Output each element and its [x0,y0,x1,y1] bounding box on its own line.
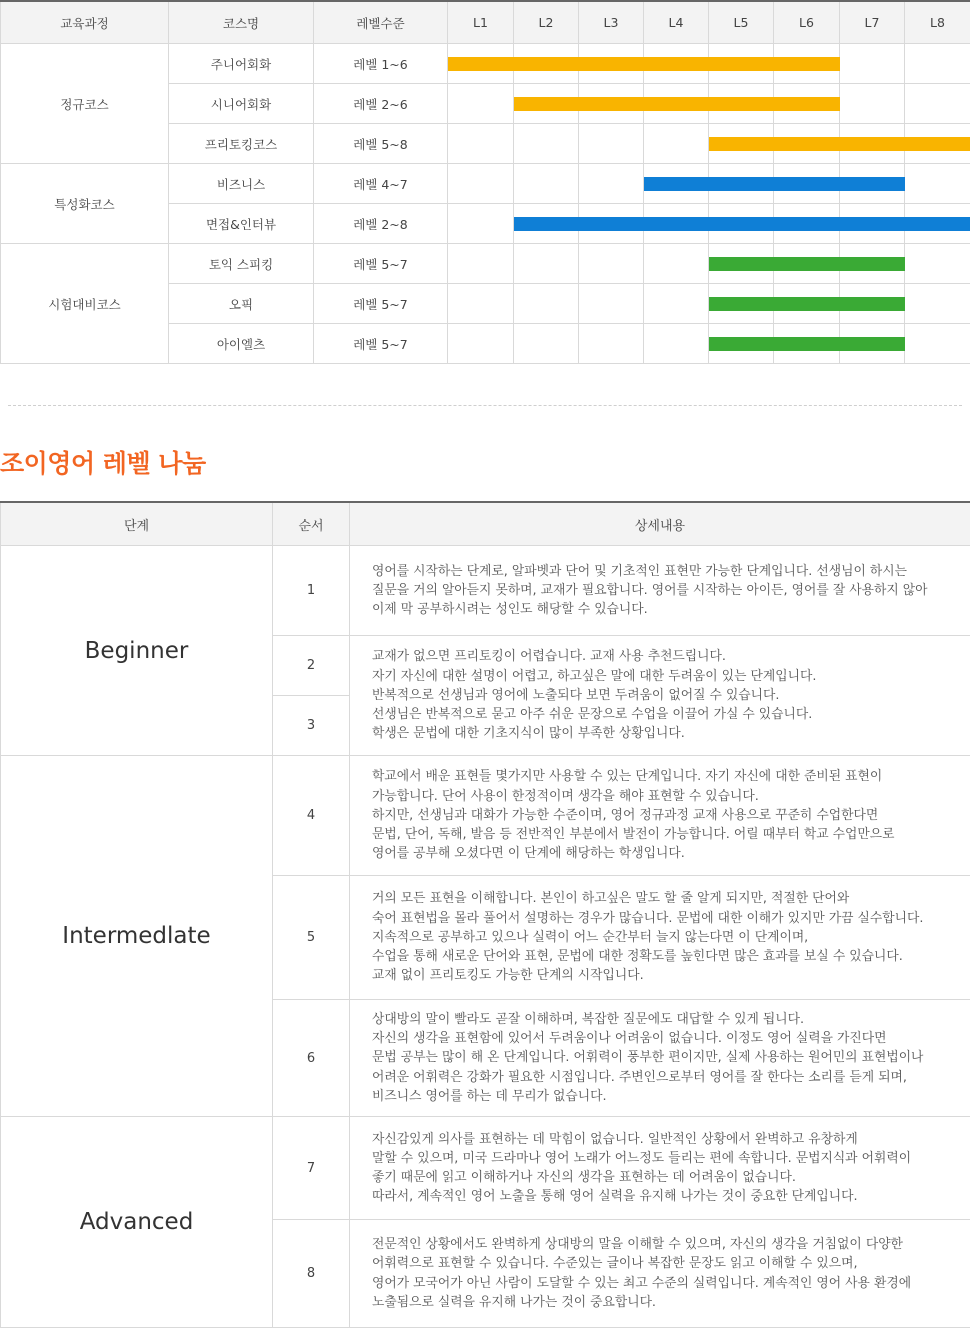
level-row [1,1117,970,1220]
level-row [1,756,970,876]
header-level: L1 [448,1,514,44]
header-level: L8 [905,1,970,44]
course-range: 레벨 1~6 [314,44,448,84]
header-level: L7 [840,1,905,44]
course-name: 프리토킹코스 [169,124,314,164]
course-name: 토익 스피킹 [169,244,314,284]
level-number: 8 [273,1220,350,1328]
stage-advanced: Advanced [1,1117,273,1328]
header-order: 순서 [273,502,350,546]
course-name: 시니어회화 [169,84,314,124]
course-range: 레벨 5~7 [314,324,448,364]
level-description: 거의 모든 표현을 이해합니다. 본인이 하고싶은 말도 할 줄 알게 되지만, 적절한 단어와 숙어 표현법을 몰라 풀어서 설명하는 경우가 많습니다. 문법에 대한 이해가 있지만 가끔 실수합니다. 지속적으로 공부하고 있으나 실력이 어느 순간부터 늘지 않는다면 이 단계이며, 수업을 통해 새로운 단어와 표현, 문법에 대한 정확도를 높힌다면 많은 효과를 보실 수 있습니다. 교재 없이 프리토킹도 가능한 단계의 시작입니다. [350,876,970,1000]
course-range: 레벨 5~8 [314,124,448,164]
level-description: 학교에서 배운 표현들 몇가지만 사용할 수 있는 단계입니다. 자기 자신에 대한 준비된 표현이 가능합니다. 단어 사용이 한정적이며 생각을 해야 표현할 수 있습니다. 하지만, 선생님과 대화가 가능한 수준이며, 영어 정규과정 교재 사용으로 꾸준히 수업한다면 문법, 단어, 독해, 발음 등 전반적인 부분에서 발전이 가능합니다. 어릴 때부터 학교 수업만으로 영어를 공부해 오셨다면 이 단계에 해당하는 학생입니다. [350,756,970,876]
level-number: 1 [273,546,350,636]
level-number: 6 [273,1000,350,1117]
course-name: 주니어회화 [169,44,314,84]
course-row [1,244,970,284]
level-number: 7 [273,1117,350,1220]
header-stage: 단계 [1,502,273,546]
course-name: 오픽 [169,284,314,324]
level-description: 전문적인 상황에서도 완벽하게 상대방의 말을 이해할 수 있으며, 자신의 생각을 거침없이 다양한 어휘력으로 표현할 수 있습니다. 수준있는 글이나 복잡한 문장도 읽고 이해할 수 있으며, 영어가 모국어가 아닌 사람이 도달할 수 있는 최고 수준의 실력입니다. 계속적인 영어 사용 환경에 노출됨으로 실력을 유지해 나가는 것이 중요합니다. [350,1220,970,1328]
course-range: 레벨 5~7 [314,284,448,324]
header-curriculum: 교육과정 [1,1,169,44]
course-name: 비즈니스 [169,164,314,204]
level-row [1,546,970,636]
course-name: 아이엘츠 [169,324,314,364]
stage-beginner: Beginner [1,546,273,756]
course-range: 레벨 2~8 [314,204,448,244]
level-description: 상대방의 말이 빨라도 곧잘 이해하며, 복잡한 질문에도 대답할 수 있게 됩니다. 자신의 생각을 표현함에 있어서 두려움이나 어려움이 없습니다. 이정도 영어 실력을 가진다면 문법 공부는 많이 해 온 단계입니다. 어휘력이 풍부한 편이지만, 실제 사용하는 원어민의 표현법이나 어려운 어휘력은 강화가 필요한 시점입니다. 주변인으로부터 영어를 잘 한다는 소리를 듣게 되며, 비즈니스 영어를 하는 데 무리가 없습니다. [350,1000,970,1117]
header-level: L3 [579,1,644,44]
level-description: 영어를 시작하는 단계로, 알파벳과 단어 및 기초적인 표현만 가능한 단계입니다. 선생님이 하시는 질문을 거의 알아듣지 못하며, 교재가 필요합니다. 영어를 시작하는 아이든, 영어를 잘 사용하지 않아 이제 막 공부하시려는 성인도 해당할 수 있습니다. [350,546,970,636]
course-table [0,0,970,364]
category-cell: 시험대비코스 [1,244,169,364]
header-level-range: 레벨수준 [314,1,448,44]
course-range: 레벨 4~7 [314,164,448,204]
level-number: 5 [273,876,350,1000]
header-detail: 상세내용 [350,502,970,546]
header-level: L4 [644,1,709,44]
header-level: L2 [514,1,579,44]
course-level-table [0,0,970,363]
course-range: 레벨 5~7 [314,244,448,284]
level-number: 2 [273,636,350,696]
level-number: 4 [273,756,350,876]
level-number: 3 [273,696,350,756]
level-description-table [0,501,970,1328]
dashed-divider [8,405,962,406]
header-level: L6 [774,1,840,44]
header-course-name: 코스명 [169,1,314,44]
course-table-header [1,1,970,44]
course-row [1,164,970,204]
header-level: L5 [709,1,774,44]
course-name: 면접&인터뷰 [169,204,314,244]
section-heading: 조이영어 레벨 나눔 [0,449,206,478]
level-description: 교재가 없으면 프리토킹이 어렵습니다. 교재 사용 추천드립니다. 자기 자신에 대한 설명이 어렵고, 하고싶은 말에 대한 두려움이 있는 단계입니다. 반복적으로 선생님과 영어에 노출되다 보면 두려움이 없어질 수 있습니다. 선생님은 반복적으로 묻고 아주 쉬운 문장으로 수업을 이끌어 가실 수 있습니다. 학생은 문법에 대한 기초지식이 많이 부족한 상황입니다. [350,636,970,756]
level-table-header [1,502,970,546]
course-row [1,44,970,84]
category-cell: 특성화코스 [1,164,169,244]
stage-intermediate: Intermedlate [1,756,273,1117]
category-cell: 정규코스 [1,44,169,164]
course-range: 레벨 2~6 [314,84,448,124]
level-description: 자신감있게 의사를 표현하는 데 막힘이 없습니다. 일반적인 상황에서 완벽하고 유창하게 말할 수 있으며, 미국 드라마나 영어 노래가 어느정도 들리는 편에 속합니다. 문법지식과 어휘력이 좋기 때문에 읽고 이해하거나 자신의 생각을 표현하는 데 어려움이 없습니다. 따라서, 계속적인 영어 노출을 통해 영어 실력을 유지해 나가는 것이 중요한 단계입니다. [350,1117,970,1220]
